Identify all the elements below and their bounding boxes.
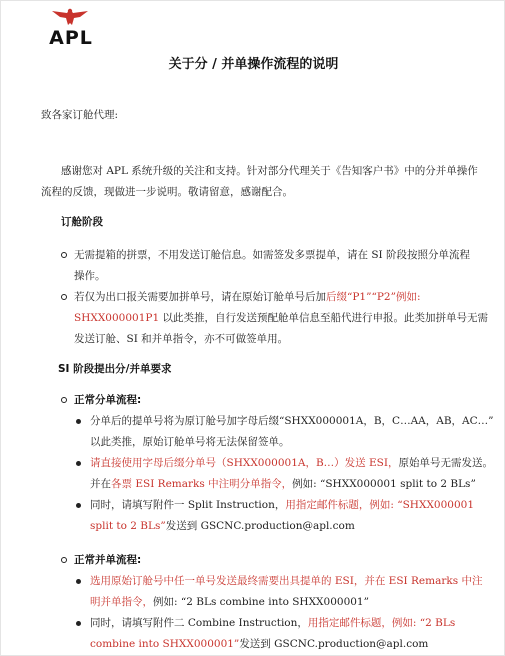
booking-item-2-line-1: 若仅为出口报关需要加拼单号，请在原始订舱单号后加后缀“P1”“P2”例如:: [74, 291, 421, 303]
dot-bullet-icon: [76, 461, 81, 466]
split-bullet-3-line-2: split to 2 BLs”发送到 GSCNC.production@apl.com: [90, 520, 355, 532]
merge-bullet-1-line-1: 选用原始订舱号中任一单号发送最终需要出具提单的 ESI，并在 ESI Remarks 中注: [90, 575, 483, 587]
salutation: 致各家订舱代理:: [41, 109, 119, 121]
logo-text: APL: [49, 27, 93, 49]
dot-bullet-icon: [76, 621, 81, 626]
si-section-heading: SI 阶段提出分/并单要求: [58, 363, 172, 375]
split-flow-heading: 正常分单流程:: [74, 394, 142, 406]
dot-bullet-icon: [76, 419, 81, 424]
booking-item-1-line-1: 无需提箱的拼票，不用发送订舱信息。如需签发多票提单，请在 SI 阶段按照分单流程: [74, 249, 471, 261]
split-bullet-3-line-1: 同时，请填写附件一 Split Instruction，用指定邮件标题，例如: “SHXX000001: [90, 499, 475, 511]
apl-logo: [42, 7, 98, 49]
eagle-icon: [50, 7, 90, 27]
intro-line-1: 感谢您对 APL 系统升级的关注和支持。针对部分代理关于《告知客户书》中的分并单操作: [61, 165, 478, 177]
split-bullet-1-line-1: 分单后的提单号将为原订舱号加字母后缀“SHXX000001A，B，C…AA，AB，AC…”: [90, 415, 494, 427]
document-title: 关于分 / 并单操作流程的说明: [168, 57, 339, 72]
merge-bullet-1-line-2: 明并单指令，例如: “2 BLs combine into SHXX000001”: [90, 596, 369, 608]
split-bullet-2-line-2: 并在各票 ESI Remarks 中注明分单指令，例如: “SHXX000001 split to 2 BLs”: [90, 478, 476, 490]
booking-item-1-line-2: 操作。: [74, 270, 106, 282]
circle-bullet-icon: [61, 252, 67, 258]
booking-item-2-line-2: SHXX000001P1 以此类推，自行发送预配舱单信息至船代进行申报。此类加拼单号无需: [74, 312, 488, 324]
merge-flow-heading: 正常并单流程:: [74, 554, 142, 566]
circle-bullet-icon: [61, 397, 67, 403]
split-bullet-2-line-1: 请直接使用字母后缀分单号（SHXX000001A，B…）发送 ESI，原始单号无需发送。: [90, 457, 494, 469]
split-bullet-1-line-2: 以此类推，原始订舱单号将无法保留签单。: [90, 436, 290, 448]
booking-item-2-line-3: 发送订舱、SI 和并单指令，亦不可做签单用。: [74, 333, 289, 345]
merge-bullet-2-line-1: 同时，请填写附件二 Combine Instruction，用指定邮件标题，例如: “2 BLs: [90, 617, 456, 629]
circle-bullet-icon: [61, 294, 67, 300]
merge-bullet-2-line-2: combine into SHXX000001”发送到 GSCNC.production@apl.com: [90, 638, 429, 650]
dot-bullet-icon: [76, 503, 81, 508]
intro-line-2: 流程的反馈，现做进一步说明。敬请留意，感谢配合。: [41, 186, 293, 198]
dot-bullet-icon: [76, 579, 81, 584]
circle-bullet-icon: [61, 557, 67, 563]
booking-section-heading: 订舱阶段: [61, 216, 103, 228]
